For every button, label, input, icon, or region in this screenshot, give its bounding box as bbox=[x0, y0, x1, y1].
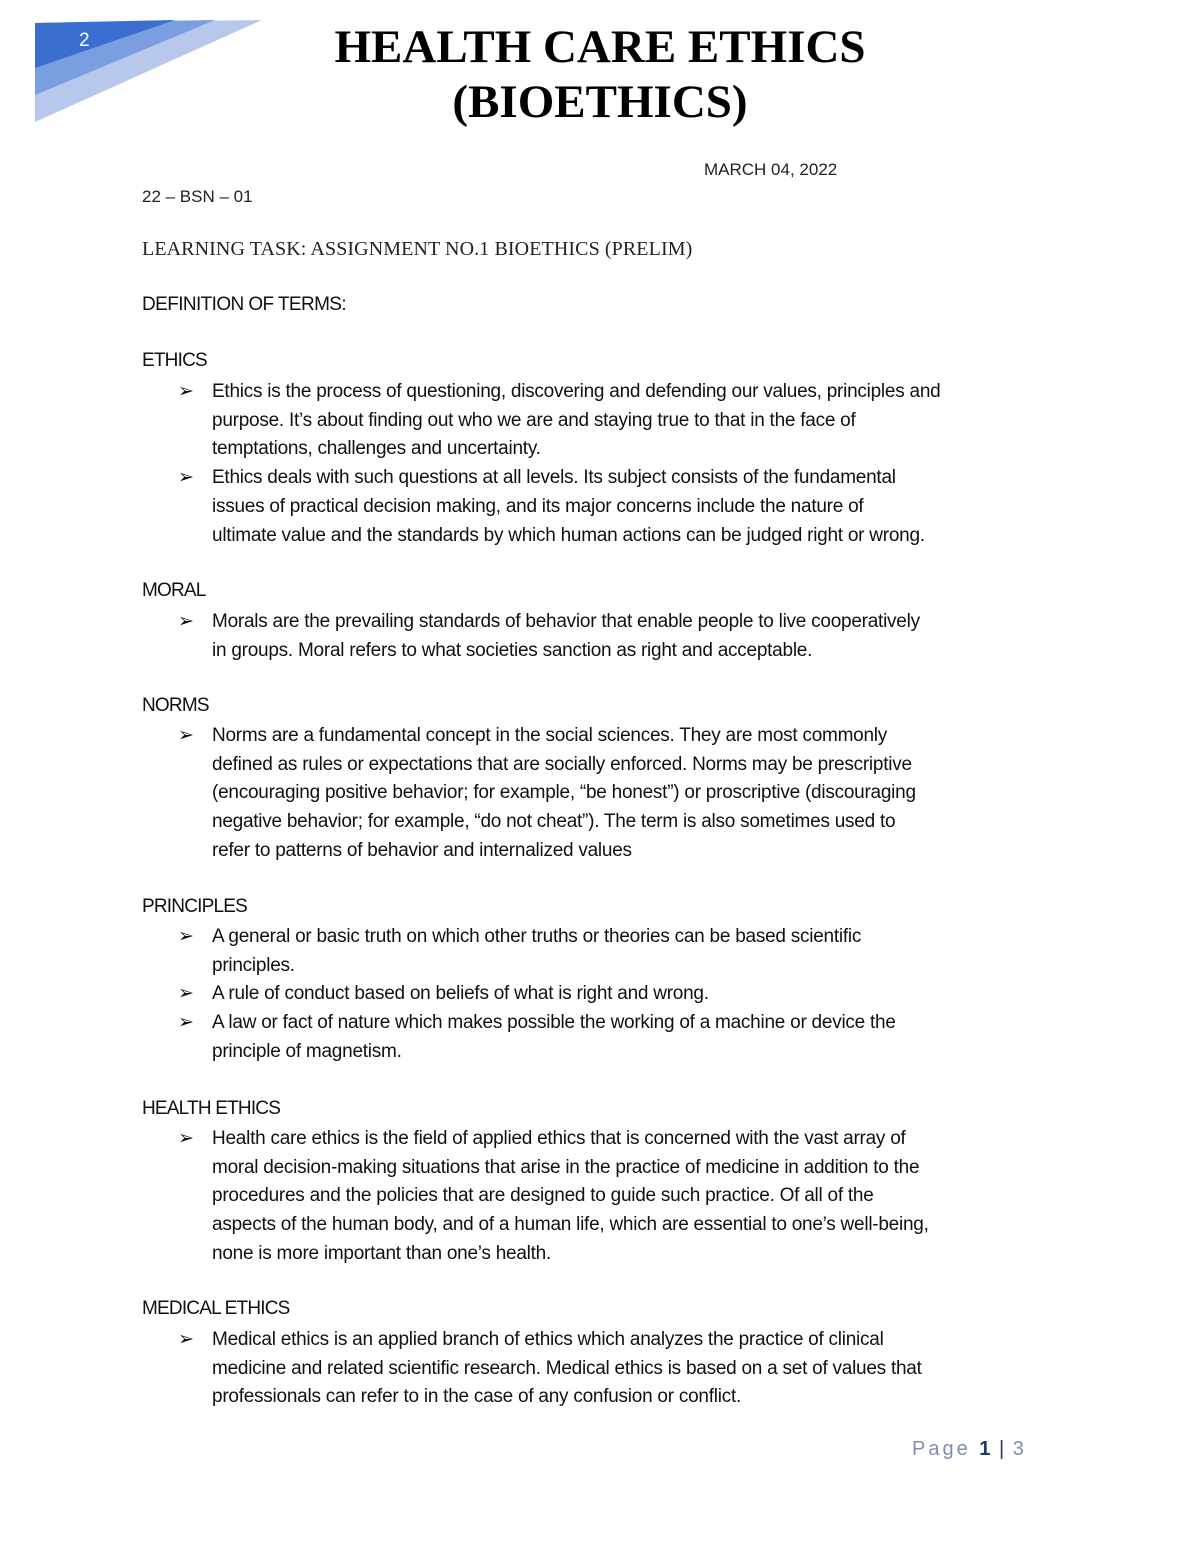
section-heading-norms: NORMS bbox=[142, 695, 209, 716]
arrowhead-bullet-icon: ➢ bbox=[178, 1012, 194, 1034]
text-line: (encouraging positive behavior; for example, “be honest”) or proscriptive (discouraging bbox=[212, 782, 916, 804]
document-title bbox=[300, 20, 900, 130]
text-line: principle of magnetism. bbox=[212, 1040, 402, 1062]
page-footer bbox=[912, 1438, 1027, 1461]
text-line: principles. bbox=[212, 954, 295, 976]
footer-current-page: 1 bbox=[979, 1438, 991, 1460]
bullet-item bbox=[142, 722, 1072, 866]
footer-separator: | bbox=[998, 1438, 1005, 1460]
text-line: moral decision-making situations that arise in the practice of medicine in addition to the bbox=[212, 1156, 920, 1178]
text-line: temptations, challenges and uncertainty. bbox=[212, 438, 541, 460]
text-line: Norms are a fundamental concept in the social sciences. They are most commonly bbox=[212, 725, 888, 746]
bullet-list-medical-ethics bbox=[142, 1326, 1072, 1412]
arrowhead-bullet-icon: ➢ bbox=[178, 725, 194, 746]
text-line: in groups. Moral refers to what societies sanction as right and acceptable. bbox=[212, 639, 813, 661]
arrowhead-bullet-icon: ➢ bbox=[178, 381, 194, 402]
text-line: purpose. It’s about finding out who we are and staying true to that in the face of bbox=[212, 409, 856, 431]
title-line: HEALTH CARE ETHICS bbox=[334, 21, 866, 73]
arrowhead-bullet-icon: ➢ bbox=[178, 467, 194, 489]
text-line: Ethics deals with such questions at all levels. Its subject consists of the fundamental bbox=[212, 467, 896, 489]
footer-page-word: Page bbox=[912, 1438, 971, 1460]
document-date: MARCH 04, 2022 bbox=[704, 160, 838, 179]
section-heading-ethics: ETHICS bbox=[142, 350, 207, 371]
text-line: issues of practical decision making, and its major concerns include the nature of bbox=[212, 495, 864, 517]
section-heading-moral: MORAL bbox=[142, 580, 206, 601]
text-line: ultimate value and the standards by which human actions can be judged right or wrong. bbox=[212, 524, 925, 546]
section-heading-health-ethics: HEALTH ETHICS bbox=[142, 1098, 281, 1119]
text-line: procedures and the policies that are designed to guide such practice. Of all of the bbox=[212, 1185, 874, 1207]
arrowhead-bullet-icon: ➢ bbox=[178, 1329, 194, 1350]
text-line: defined as rules or expectations that are socially enforced. Norms may be prescriptive bbox=[212, 753, 912, 775]
section-heading-medical-ethics: MEDICAL ETHICS bbox=[142, 1298, 290, 1319]
bullet-list-moral bbox=[142, 608, 1072, 665]
arrowhead-bullet-icon: ➢ bbox=[178, 611, 194, 632]
text-line: medicine and related scientific research. Medical ethics is based on a set of values that bbox=[212, 1357, 922, 1379]
text-line: professionals can refer to in the case of any confusion or conflict. bbox=[212, 1386, 742, 1408]
learning-task-line: LEARNING TASK: ASSIGNMENT NO.1 BIOETHICS (PRELIM) bbox=[142, 238, 693, 260]
corner-decoration bbox=[0, 0, 270, 130]
text-line: negative behavior; for example, “do not cheat”). The term is also sometimes used to bbox=[212, 811, 896, 833]
text-line: Morals are the prevailing standards of behavior that enable people to live cooperatively bbox=[212, 611, 920, 632]
text-line: none is more important than one’s health. bbox=[212, 1242, 552, 1264]
text-line: Health care ethics is the field of applied ethics that is concerned with the vast array of bbox=[212, 1128, 906, 1149]
bullet-list-health-ethics bbox=[142, 1125, 1072, 1269]
text-line: A rule of conduct based on beliefs of what is right and wrong. bbox=[212, 983, 709, 1005]
arrowhead-bullet-icon: ➢ bbox=[178, 1128, 194, 1149]
text-line: Medical ethics is an applied branch of ethics which analyzes the practice of clinical bbox=[212, 1329, 884, 1350]
definitions-heading: DEFINITION OF TERMS: bbox=[142, 294, 347, 315]
title-line: (BIOETHICS) bbox=[452, 76, 748, 128]
bullet-item bbox=[142, 464, 1072, 550]
bullet-list-principles bbox=[142, 923, 1072, 1067]
bullet-item bbox=[142, 923, 1072, 980]
corner-page-number: 2 bbox=[79, 30, 90, 51]
text-line: aspects of the human body, and of a human life, which are essential to one’s well-being, bbox=[212, 1214, 929, 1236]
bullet-list-norms bbox=[142, 722, 1072, 866]
text-line: A law or fact of nature which makes possible the working of a machine or device the bbox=[212, 1012, 896, 1034]
arrowhead-bullet-icon: ➢ bbox=[178, 983, 194, 1005]
text-line: A general or basic truth on which other truths or theories can be based scientific bbox=[212, 926, 862, 947]
bullet-item bbox=[142, 608, 1072, 665]
bullet-item bbox=[142, 1009, 1072, 1066]
arrowhead-bullet-icon: ➢ bbox=[178, 926, 194, 947]
text-line: refer to patterns of behavior and internalized values bbox=[212, 839, 632, 861]
bullet-item bbox=[142, 378, 1072, 464]
bullet-item bbox=[142, 980, 1072, 1009]
bullet-item bbox=[142, 1125, 1072, 1269]
text-line: Ethics is the process of questioning, discovering and defending our values, principles and bbox=[212, 381, 941, 402]
footer-total-pages: 3 bbox=[1012, 1438, 1027, 1460]
section-code: 22 – BSN – 01 bbox=[142, 187, 253, 206]
bullet-item bbox=[142, 1326, 1072, 1412]
section-heading-principles: PRINCIPLES bbox=[142, 896, 247, 917]
bullet-list-ethics bbox=[142, 378, 1072, 550]
